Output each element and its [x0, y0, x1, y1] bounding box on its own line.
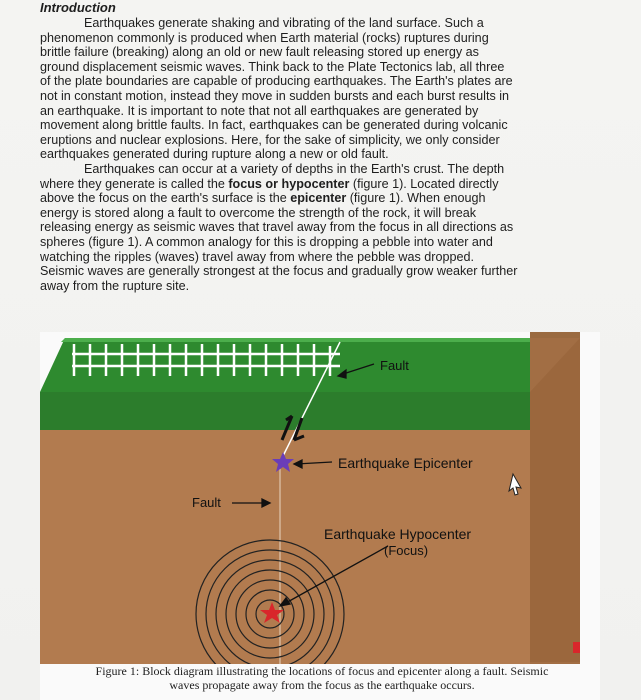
- text-line: above the focus on the earth's surface is the epicenter (figure 1). When enough: [40, 191, 486, 206]
- block-diagram: [40, 332, 600, 664]
- paragraph-2: [40, 162, 600, 293]
- figure-caption: [42, 664, 602, 692]
- fault-top-label: Fault: [380, 358, 409, 373]
- text-line: energy is stored along a fault to overcome the strength of the rock, it will break: [40, 205, 477, 220]
- epicenter-label: Earthquake Epicenter: [338, 455, 473, 471]
- caption-line: Figure 1: Block diagram illustrating the locations of focus and epicenter along a fault. Seismic: [95, 664, 549, 678]
- hypocenter-label: Earthquake Hypocenter: [324, 526, 472, 542]
- text-line: of the plate boundaries are capable of producing earthquakes. The Earth's plates are: [40, 74, 513, 89]
- text-line: brittle failure (breaking) along an old or new fault releasing stored up energy as: [40, 45, 479, 60]
- fault-side-label: Fault: [192, 495, 221, 510]
- text-line: eruptions and nuclear explosions. Here, for the sake of simplicity, we only consider: [40, 132, 500, 147]
- text-line: earthquakes generated during rupture along a new or old fault.: [40, 147, 389, 162]
- text-line: releasing energy as seismic waves that travel away from the focus in all directions as: [40, 220, 514, 235]
- section-heading: Introduction: [40, 0, 116, 15]
- intro-text: [40, 0, 600, 293]
- text-line: away from the rupture site.: [40, 278, 190, 293]
- block-diagram-figure: [40, 332, 600, 700]
- text-line: where they generate is called the focus or hypocenter (figure 1). Located directly: [40, 176, 499, 191]
- text-line: Earthquakes generate shaking and vibrating of the land surface. Such a: [84, 16, 484, 30]
- earth-side-shade: [530, 338, 580, 662]
- text-line: Earthquakes can occur at a variety of depths in the Earth's crust. The depth: [84, 161, 505, 176]
- text-line: ground displacement seismic waves. Think back to the Plate Tectonics lab, all three: [40, 59, 505, 74]
- epicenter-term: epicenter: [290, 191, 347, 206]
- caption-line: waves propagate away from the focus as the earthquake occurs.: [169, 678, 475, 692]
- red-marker: [573, 642, 580, 653]
- text-line: phenomenon commonly is produced when Earth material (rocks) ruptures during: [40, 30, 489, 45]
- text-line: movement along brittle faults. In fact, earthquakes can be generated during volcanic: [40, 118, 508, 133]
- grass-front: [40, 392, 530, 430]
- focus-term: focus or hypocenter: [228, 176, 350, 191]
- text-line: not in constant motion, instead they move in sudden bursts and each burst results in: [40, 88, 510, 103]
- grass-highlight: [61, 338, 580, 342]
- text-line: watching the ripples (waves) travel away from where the pebble was dropped.: [40, 249, 475, 264]
- text-line: Seismic waves are generally strongest at the focus and gradually grow weaker further: [40, 264, 518, 279]
- text-line: spheres (figure 1). A common analogy for this is dropping a pebble into water and: [40, 234, 493, 249]
- focus-label: (Focus): [384, 543, 429, 558]
- paragraph-1: [40, 16, 600, 162]
- text-line: an earthquake. It is important to note that not all earthquakes are generated by: [40, 103, 479, 118]
